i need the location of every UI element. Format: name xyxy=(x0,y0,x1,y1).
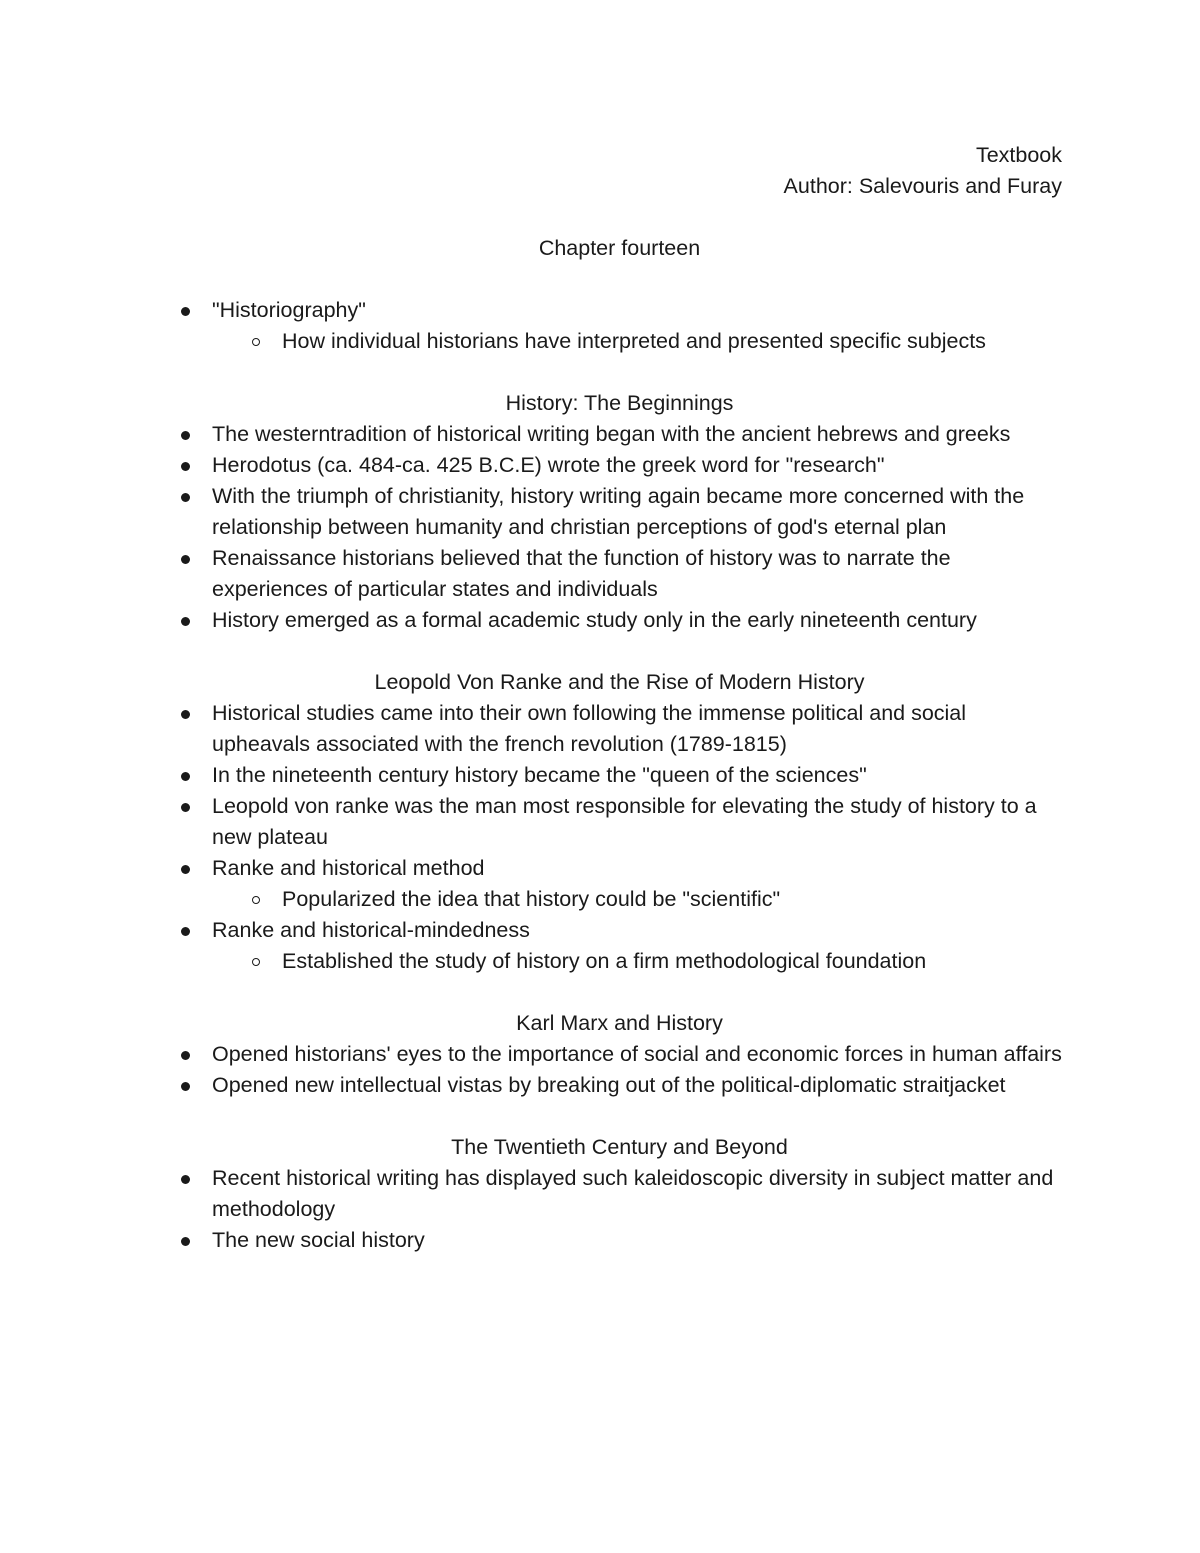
bullet-icon xyxy=(181,555,190,564)
list-item xyxy=(177,481,1062,543)
spacer xyxy=(177,636,1062,667)
bullet-icon xyxy=(181,617,190,626)
list-item xyxy=(177,1225,1062,1256)
sub-list-item xyxy=(177,946,1062,977)
intro-list xyxy=(177,295,1062,357)
list-item xyxy=(177,760,1062,791)
bullet-icon xyxy=(181,462,190,471)
bullet-icon xyxy=(181,1237,190,1246)
spacer xyxy=(177,977,1062,1008)
list-item xyxy=(177,450,1062,481)
section-list xyxy=(177,1039,1062,1101)
header-textbook: Textbook xyxy=(975,143,1062,167)
sub-list-item-text: Popularized the idea that history could be "scientific" xyxy=(282,887,781,911)
spacer xyxy=(177,202,1062,233)
bullet-icon xyxy=(181,1051,190,1060)
list-item xyxy=(177,1163,1062,1225)
section-list xyxy=(177,1163,1062,1256)
section-heading: The Twentieth Century and Beyond xyxy=(451,1135,788,1159)
list-item xyxy=(177,915,1062,946)
header-block xyxy=(177,140,1062,202)
list-item-text: "Historiography" xyxy=(212,298,366,322)
bullet-icon xyxy=(181,803,190,812)
bullet-icon xyxy=(181,431,190,440)
list-item xyxy=(177,1039,1062,1070)
sub-list-item xyxy=(177,884,1062,915)
bullet-icon xyxy=(181,710,190,719)
section-list xyxy=(177,698,1062,977)
hollow-bullet-icon xyxy=(252,896,260,904)
header-author: Author: Salevouris and Furay xyxy=(783,174,1062,198)
bullet-icon xyxy=(181,772,190,781)
list-item-text: Ranke and historical method xyxy=(212,856,485,880)
bullet-icon xyxy=(181,307,190,316)
list-item-text: With the triumph of christianity, history writing again became more concerned with the relationship between humanity and christian perceptions of god's eternal plan xyxy=(212,484,1025,539)
sub-list-item-text: Established the study of history on a firm methodological foundation xyxy=(282,949,927,973)
list-item-text: Ranke and historical-mindedness xyxy=(212,918,530,942)
list-item xyxy=(177,543,1062,605)
list-item-text: Herodotus (ca. 484-ca. 425 B.C.E) wrote the greek word for "research" xyxy=(212,453,885,477)
bullet-icon xyxy=(181,927,190,936)
spacer xyxy=(177,357,1062,388)
sub-list-item-text: How individual historians have interpreted and presented specific subjects xyxy=(282,329,986,353)
bullet-icon xyxy=(181,865,190,874)
bullet-icon xyxy=(181,493,190,502)
list-item-text: Historical studies came into their own following the immense political and social upheavals associated with the french revolution (1789-1815) xyxy=(212,701,967,756)
list-item-text: In the nineteenth century history became the "queen of the sciences" xyxy=(212,763,867,787)
section-heading: Leopold Von Ranke and the Rise of Modern History xyxy=(374,670,865,694)
list-item xyxy=(177,295,1062,326)
list-item xyxy=(177,419,1062,450)
list-item-text: The westerntradition of historical writing began with the ancient hebrews and greeks xyxy=(212,422,1011,446)
list-item xyxy=(177,853,1062,884)
sub-list-item xyxy=(177,326,1062,357)
section-heading: Karl Marx and History xyxy=(516,1011,723,1035)
bullet-icon xyxy=(181,1082,190,1091)
list-item-text: Renaissance historians believed that the function of history was to narrate the experiences of particular states and individuals xyxy=(212,546,951,601)
spacer xyxy=(177,1101,1062,1132)
list-item-text: Recent historical writing has displayed such kaleidoscopic diversity in subject matter and methodology xyxy=(212,1166,1054,1221)
bullet-icon xyxy=(181,1175,190,1184)
list-item xyxy=(177,605,1062,636)
hollow-bullet-icon xyxy=(252,958,260,966)
list-item xyxy=(177,1070,1062,1101)
list-item-text: History emerged as a formal academic study only in the early nineteenth century xyxy=(212,608,977,632)
document-body xyxy=(177,140,1062,1256)
spacer xyxy=(177,264,1062,295)
section-heading: History: The Beginnings xyxy=(505,391,734,415)
list-item-text: The new social history xyxy=(212,1228,425,1252)
list-item-text: Leopold von ranke was the man most responsible for elevating the study of history to a new plateau xyxy=(212,794,1037,849)
list-item xyxy=(177,791,1062,853)
section-list xyxy=(177,419,1062,636)
list-item xyxy=(177,698,1062,760)
list-item-text: Opened new intellectual vistas by breaking out of the political-diplomatic straitjacket xyxy=(212,1073,1006,1097)
list-item-text: Opened historians' eyes to the importance of social and economic forces in human affairs xyxy=(212,1042,1062,1066)
chapter-title: Chapter fourteen xyxy=(538,236,701,260)
hollow-bullet-icon xyxy=(252,338,260,346)
